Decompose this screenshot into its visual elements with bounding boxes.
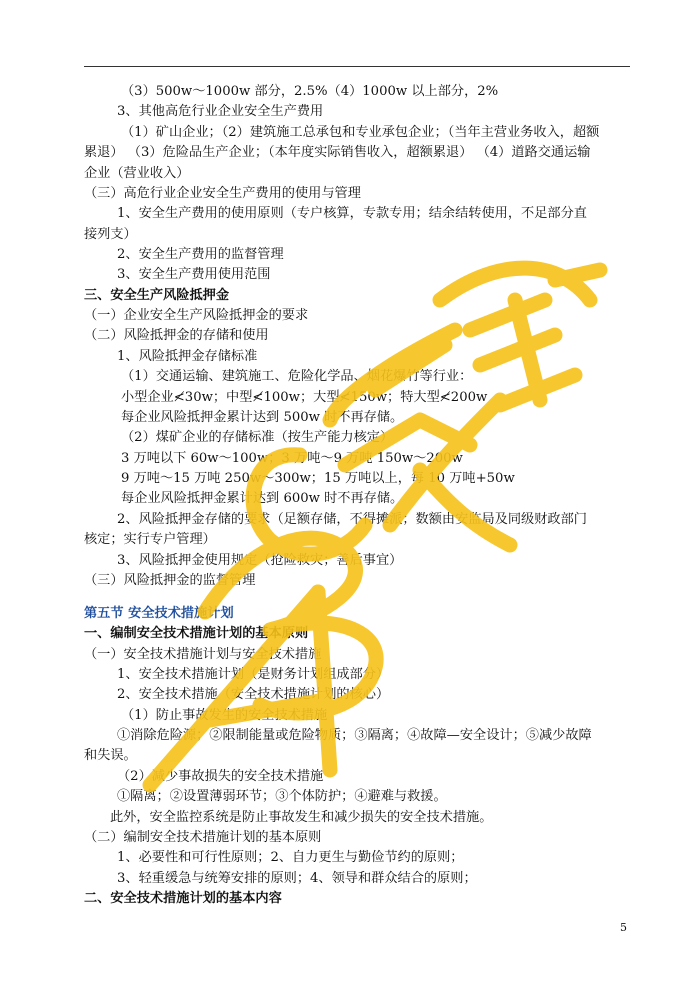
text-line: 每企业风险抵押金累计达到 500w 时不再存储。 [121, 410, 404, 425]
text-line: 2、风险抵押金存储的要求（足额存储，不得摊派；数额由安监局及同级财政部门 [117, 512, 587, 527]
text-line: 接列支） [84, 227, 137, 242]
text-line: （2）减少事故损失的安全技术措施 [117, 769, 324, 784]
text-line: （1）矿山企业；（2）建筑施工总承包和专业承包企业；（当年主营业务收入，超额 [121, 125, 600, 140]
header-rule [84, 66, 630, 67]
text-line: 每企业风险抵押金累计达到 600w 时不再存储。 [121, 491, 404, 506]
chapter-heading: 二、安全技术措施计划的基本内容 [84, 891, 282, 906]
page-number: 5 [620, 921, 627, 934]
section-heading: （一）企业安全生产风险抵押金的要求 [84, 308, 309, 323]
section-heading: （三）高危行业企业安全生产费用的使用与管理 [84, 186, 361, 201]
text-line: （1）交通运输、建筑施工、危险化学品、烟花爆竹等行业： [121, 369, 473, 384]
section-heading: （二）编制安全技术措施计划的基本原则 [84, 830, 322, 845]
text-line: （1）防止事故发生的安全技术措施 [121, 708, 328, 723]
text-line: 3 万吨以下 60w～100w；3 万吨～9 万吨 150w～200w [121, 451, 463, 466]
text-line: （3）500w～1000w 部分，2.5%（4）1000w 以上部分，2% [121, 84, 499, 99]
text-line: 核定；实行专户管理） [84, 532, 216, 547]
section-heading: （一）安全技术措施计划与安全技术措施 [84, 647, 322, 662]
text-line: 1、风险抵押金存储标准 [117, 349, 258, 364]
section-heading: （二）风险抵押金的存储和使用 [84, 328, 269, 343]
section-heading: （三）风险抵押金的监督管理 [84, 573, 256, 588]
chapter-heading: 三、安全生产风险抵押金 [84, 288, 230, 303]
text-line: 小型企业≮30w；中型≮100w；大型≮150w；特大型≮200w [121, 390, 488, 405]
text-line: 3、安全生产费用使用范围 [117, 267, 271, 282]
text-line: 3、其他高危行业企业安全生产费用 [117, 104, 324, 119]
text-line: 此外，安全监控系统是防止事故发生和减少损失的安全技术措施。 [110, 810, 493, 825]
text-line: ①消除危险源；②限制能量或危险物质；③隔离；④故障—安全设计；⑤减少故障 [117, 728, 592, 743]
text-line: 累退） （3）危险品生产企业；（本年度实际销售收入，超额累退） （4）道路交通运输 [84, 145, 591, 160]
text-line: 1、安全生产费用的使用原则（专户核算，专款专用；结余结转使用，不足部分直 [117, 206, 587, 221]
text-line: 企业（营业收入） [84, 166, 190, 181]
text-line: 3、轻重缓急与统筹安排的原则；4、领导和群众结合的原则； [117, 871, 477, 886]
text-line: 1、必要性和可行性原则；2、自力更生与勤俭节约的原则； [117, 850, 464, 865]
section-title: 第五节 安全技术措施计划 [84, 606, 234, 621]
text-line: （2）煤矿企业的存储标准（按生产能力核定） [121, 430, 394, 445]
text-line: 2、安全技术措施（安全技术措施计划的核心） [117, 687, 390, 702]
text-line: ①隔离；②设置薄弱环节；③个体防护；④避难与救援。 [117, 789, 447, 804]
text-line: 2、安全生产费用的监督管理 [117, 247, 284, 262]
text-line: 3、风险抵押金使用规定（抢险救灾；善后事宜） [117, 553, 403, 568]
text-line: 和失误。 [84, 748, 137, 763]
text-line: 9 万吨～15 万吨 250w～300w；15 万吨以上，每 10 万吨+50w [121, 471, 515, 486]
chapter-heading: 一、编制安全技术措施计划的基本原则 [84, 626, 309, 641]
text-line: 1、安全技术措施计划（是财务计划组成部分） [117, 667, 390, 682]
